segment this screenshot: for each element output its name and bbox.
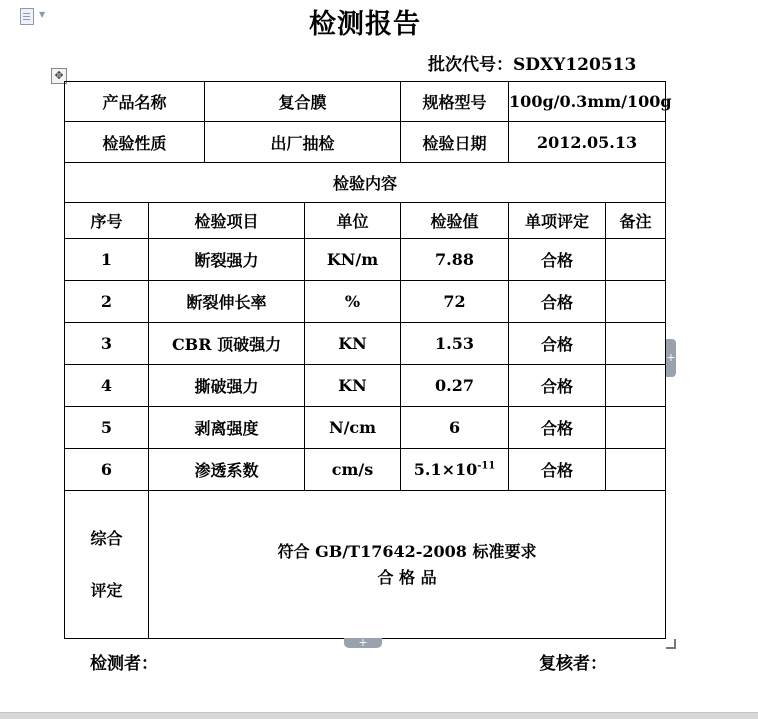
report-title: 检测报告	[309, 9, 421, 40]
row-result[interactable]: 合格	[509, 449, 606, 491]
inspector-label: 检测者：	[90, 654, 158, 674]
row-result[interactable]: 合格	[509, 407, 606, 449]
date-value[interactable]: 2012.05.13	[509, 122, 666, 163]
row-no[interactable]: 4	[65, 365, 149, 407]
spec-value[interactable]: 100g/0.3mm/100g	[509, 82, 666, 122]
row-note[interactable]	[606, 239, 666, 281]
column-header-note: 备注	[606, 203, 666, 239]
row-no[interactable]: 5	[65, 407, 149, 449]
row-value[interactable]	[401, 449, 509, 491]
column-header-item: 检验项目	[149, 203, 305, 239]
table-move-handle-icon[interactable]: ✥	[51, 68, 67, 84]
row-no[interactable]: 3	[65, 323, 149, 365]
dropdown-caret-icon[interactable]: ▼	[39, 10, 46, 19]
table-row	[65, 281, 666, 323]
batch-code: 批次代号：SDXY120513	[428, 55, 637, 75]
row-result[interactable]: 合格	[509, 239, 606, 281]
row-item[interactable]: 撕破强力	[149, 365, 305, 407]
row-note[interactable]	[606, 407, 666, 449]
column-header-value: 检验值	[401, 203, 509, 239]
row-unit[interactable]: KN/m	[305, 239, 401, 281]
summary-line2: 合 格 品	[377, 567, 437, 587]
row-item[interactable]: 渗透系数	[149, 449, 305, 491]
row-note[interactable]	[606, 449, 666, 491]
row-value[interactable]: 0.27	[401, 365, 509, 407]
section-row	[65, 163, 666, 203]
row-unit[interactable]: cm/s	[305, 449, 401, 491]
table-row	[65, 365, 666, 407]
row-unit[interactable]: N/cm	[305, 407, 401, 449]
row-value-exponent: -11	[477, 460, 496, 472]
row-unit[interactable]: KN	[305, 323, 401, 365]
product-name-value[interactable]: 复合膜	[205, 82, 401, 122]
row-value[interactable]: 72	[401, 281, 509, 323]
row-unit[interactable]: %	[305, 281, 401, 323]
row-value-base: 5.1×10	[413, 460, 478, 479]
table-row	[65, 323, 666, 365]
row-item[interactable]: CBR 顶破强力	[149, 323, 305, 365]
date-label: 检验日期	[401, 122, 509, 163]
summary-line1: 符合 GB/T17642-2008 标准要求	[277, 541, 537, 561]
product-name-label: 产品名称	[65, 82, 205, 122]
summary-content[interactable]	[149, 491, 666, 639]
row-item[interactable]: 断裂伸长率	[149, 281, 305, 323]
nature-label: 检验性质	[65, 122, 205, 163]
summary-label-line1: 综合	[90, 528, 123, 548]
row-result[interactable]: 合格	[509, 323, 606, 365]
row-result[interactable]: 合格	[509, 281, 606, 323]
column-header-result: 单项评定	[509, 203, 606, 239]
row-item[interactable]: 剥离强度	[149, 407, 305, 449]
table-row	[65, 407, 666, 449]
row-no[interactable]: 2	[65, 281, 149, 323]
column-header-no: 序号	[65, 203, 149, 239]
column-header-unit: 单位	[305, 203, 401, 239]
summary-row	[65, 491, 666, 639]
row-unit[interactable]: KN	[305, 365, 401, 407]
summary-label-line2: 评定	[90, 580, 123, 600]
info-row-nature	[65, 122, 666, 163]
row-note[interactable]	[606, 365, 666, 407]
info-row-product	[65, 82, 666, 122]
table-row	[65, 449, 666, 491]
row-note[interactable]	[606, 281, 666, 323]
spec-label: 规格型号	[401, 82, 509, 122]
row-no[interactable]: 1	[65, 239, 149, 281]
row-no[interactable]: 6	[65, 449, 149, 491]
nature-value[interactable]: 出厂抽检	[205, 122, 401, 163]
reviewer-label: 复核者：	[539, 654, 607, 674]
row-result[interactable]: 合格	[509, 365, 606, 407]
row-value[interactable]: 1.53	[401, 323, 509, 365]
row-item[interactable]: 断裂强力	[149, 239, 305, 281]
row-value[interactable]: 7.88	[401, 239, 509, 281]
section-title: 检验内容	[65, 163, 666, 203]
row-note[interactable]	[606, 323, 666, 365]
summary-label	[65, 491, 149, 639]
add-row-icon[interactable]: +	[344, 638, 382, 648]
row-value[interactable]: 6	[401, 407, 509, 449]
header-row	[65, 203, 666, 239]
table-resize-handle-icon[interactable]	[666, 639, 676, 649]
table-row	[65, 239, 666, 281]
report-table	[64, 81, 672, 639]
add-column-icon[interactable]: +	[666, 339, 676, 377]
